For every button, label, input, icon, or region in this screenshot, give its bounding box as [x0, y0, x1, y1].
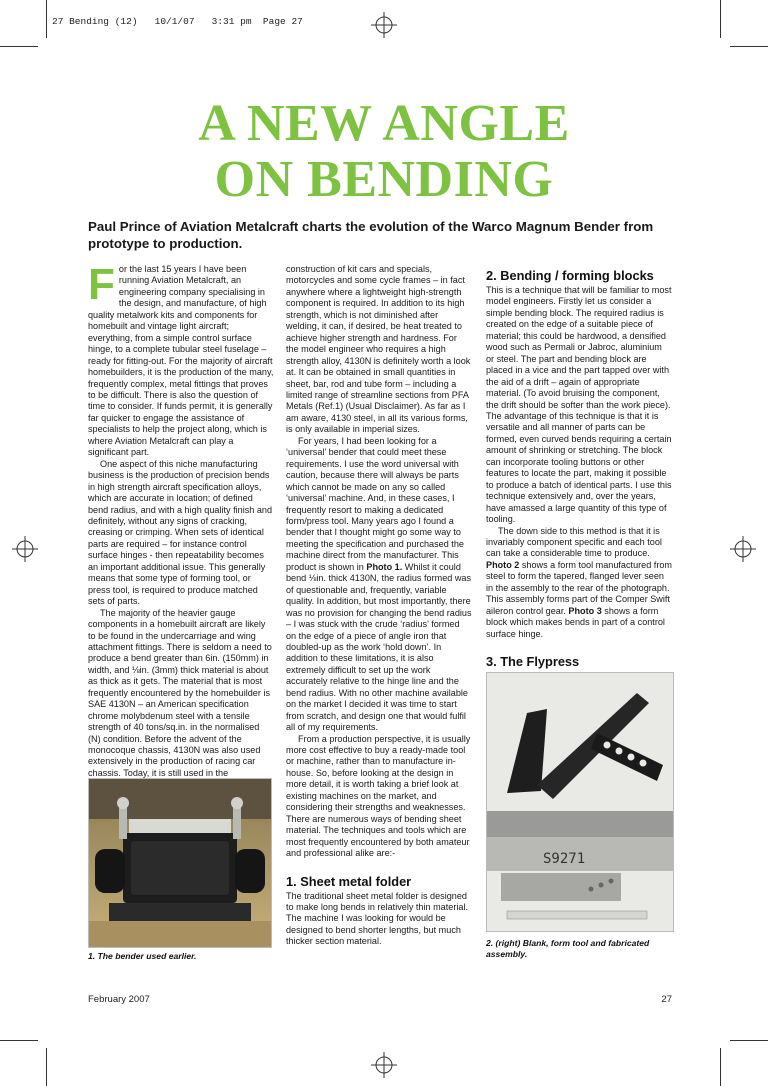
paragraph: For years, I had been looking for a ‘universal’ bender that could meet these requirements. I use the word universal with caution, because there will always be parts which cannot be made on any so called ‘universal’ machine. And, in these cases, I frequently resort to making a dedicated form/press tool. Many years ago I found a bender that I thought might go some way to meeting the specification and purchased the machine direct from the manufacturer. This product is shown in Photo 1. Whilst it could bend ⅛in. thick 4130N, the radius formed was of questionable and, frequently, variable quality. In addition, but most importantly, there was no provision for changing the bend radius – I was stuck with the crude ‘radius’ formed on the edge of a piece of angle iron that doubled-up as the work ‘hold down’. In addition to these limitations, it is also extremely difficult to set up the work accurately relative to the hinge line and the bend radius. With no other machine available on the market I decided it was time to start from scratch, and design one that would fulfil all of my requirements. — [286, 435, 472, 733]
title-line-2: ON BENDING — [214, 151, 554, 208]
paragraph: The traditional sheet metal folder is designed to make long bends in relatively thin material. The machine I was looking for would be designed to bend shorter lengths, but much thicker section material. — [286, 890, 468, 947]
photo-2-caption: 2. (right) Blank, form tool and fabricated assembly. — [486, 938, 650, 959]
print-slug: 27 Bending (12) 10/1/07 3:31 pm Page 27 — [52, 16, 303, 27]
drop-cap: F — [88, 260, 115, 309]
crop-mark — [730, 1040, 768, 1041]
paragraph: From a production perspective, it is usually more cost effective to buy a ready-made tool or machine, rather than to manufacture in-house. So, before looking at the design in more detail, it is worth taking a brief look at existing machines on the market, and considering their strengths and weaknesses. There are numerous ways of bending sheet material. The techniques and tools which are most frequently encountered by both amateur and professional alike are:- — [286, 733, 471, 859]
paragraph: One aspect of this niche manufacturing business is the production of precision bends in high strength aircraft specification alloys, which are accurate in location; of defined bend radius, and with a high quality finish and definitely, without any signs of cracking, creasing or crimping. When sets of identical parts are required – for instance control surface hinges - then repeatability becomes an important additional issue. This generally means that some type of forming tool, or press tool, is required to produce matched sets of parts. — [88, 458, 273, 607]
title-line-1: A NEW ANGLE — [198, 95, 570, 152]
paragraph: construction of kit cars and specials, motorcycles and some cycle frames – in fact anywhere where a lightweight high-strength component is required. In addition to its high strength, which is not diminished after welding, it can, if desired, be heat treated to achieve higher strength and hardness. For the model engineer who requires a high strength alloy, 4130N is definitely worth a look at. It can be obtained in small quantities in sheet, bar, rod and tube form – including a limited range of streamline sections from PFA Metals (Ref.1) (Usual Disclaimer). As far as I am aware, 4130 steel, in all its various forms, is only available in imperial sizes. — [286, 264, 471, 435]
photo-1-bender — [88, 778, 272, 948]
section-heading: 1. Sheet metal folder — [286, 873, 412, 889]
article-title — [0, 96, 768, 208]
column-1 — [88, 260, 274, 779]
part-stamp: S9271 — [543, 851, 586, 867]
crop-mark — [0, 1040, 38, 1041]
crop-mark — [46, 1048, 47, 1086]
registration-mark-icon — [371, 12, 397, 38]
paragraph: This is a technique that will be familiar to most model engineers. Firstly let us consider a simple bending block. The required radius is created on the edge of a suitable piece of material; this could be hardwood, a densified wood such as Permali or Jabroc, aluminium or steel. The part and bending block are placed in a vice and the part tapped over with the aid of a drift – again of appropriate material. (To avoid bruising the component, the drift should be softer than the work piece). The advantage of this technique is that it is versatile and all manner of parts can be formed, even curved bends requiring a certain amount of shrinking or stretching. The block can incorporate tooling buttons or other features to locate the part, making it possible to produce a batch of identical parts. I use this technique extensively and, over the years, have amassed a large quantity of this type of tooling. — [486, 285, 672, 525]
section-heading: 2. Bending / forming blocks — [486, 268, 654, 283]
crop-mark — [0, 46, 38, 47]
page-number: 27 — [661, 994, 672, 1005]
section-heading: 3. The Flypress — [486, 654, 580, 670]
crop-mark — [730, 46, 768, 47]
footer-date: February 2007 — [88, 994, 150, 1005]
registration-mark-icon — [730, 536, 756, 562]
paragraph: The down side to this method is that it is invariably component specific and each tool can take a considerable time to produce. Photo 2 shows a form tool manufactured from steel to form the tapered, flanged lever seen in the assembly to the rear of the photograph. This assembly forms part of the Comper Swift aileron control gear. Photo 3 shows a form block which makes bends in part of a control surface hinge. — [486, 525, 672, 639]
paragraph: The majority of the heavier gauge components in a homebuilt aircraft are likely to be found in the undercarriage and wing attachment fittings. There is seldom a need to produce a bend greater than 6in. (150mm) in width, and ⅛in. (3mm) thick material is about as thick as it gets. The material that is most frequently encountered by the homebuilder is SAE 4130N – an American specification chrome molybdenum steel with a tensile strength of 40 tons/sq.in. in the normalised (N) condition. Before the advent of the monocoque chassis, 4130N was also used extensively in the production of racing car chassis. Today, it is still used in the — [88, 607, 272, 778]
crop-mark — [46, 0, 47, 38]
column-2 — [286, 264, 472, 948]
form-tool-photo-image — [487, 673, 673, 931]
crop-mark — [720, 0, 721, 38]
crop-mark — [720, 1048, 721, 1086]
column-3 — [486, 268, 672, 728]
paragraph: For the last 15 years I have been running Aviation Metalcraft, an engineering company specialising in the design, and manufacture, of high quality metalwork kits and components for homebuilt and vintage light aircraft; everything, from a simple control surface hinge, to a complete tubular steel fuselage – ready for fitting-out. For the majority of aircraft homebuilders, it is the production of the many, frequently complex, metal fittings that proves to be difficult. There is also the question of time to consider. If funds permit, it is generally far quicker to engage the assistance of specialists to help the project along, which is where Aviation Metalcraft can play a significant part. — [88, 260, 274, 458]
bender-photo-image — [89, 779, 271, 947]
registration-mark-icon — [12, 536, 38, 562]
article-standfirst: Paul Prince of Aviation Metalcraft charts the evolution of the Warco Magnum Bender from prototype to production. — [88, 219, 654, 251]
photo-1-caption: 1. The bender used earlier. — [88, 951, 197, 961]
registration-mark-icon — [371, 1052, 397, 1078]
photo-2-form-tool — [486, 672, 674, 932]
